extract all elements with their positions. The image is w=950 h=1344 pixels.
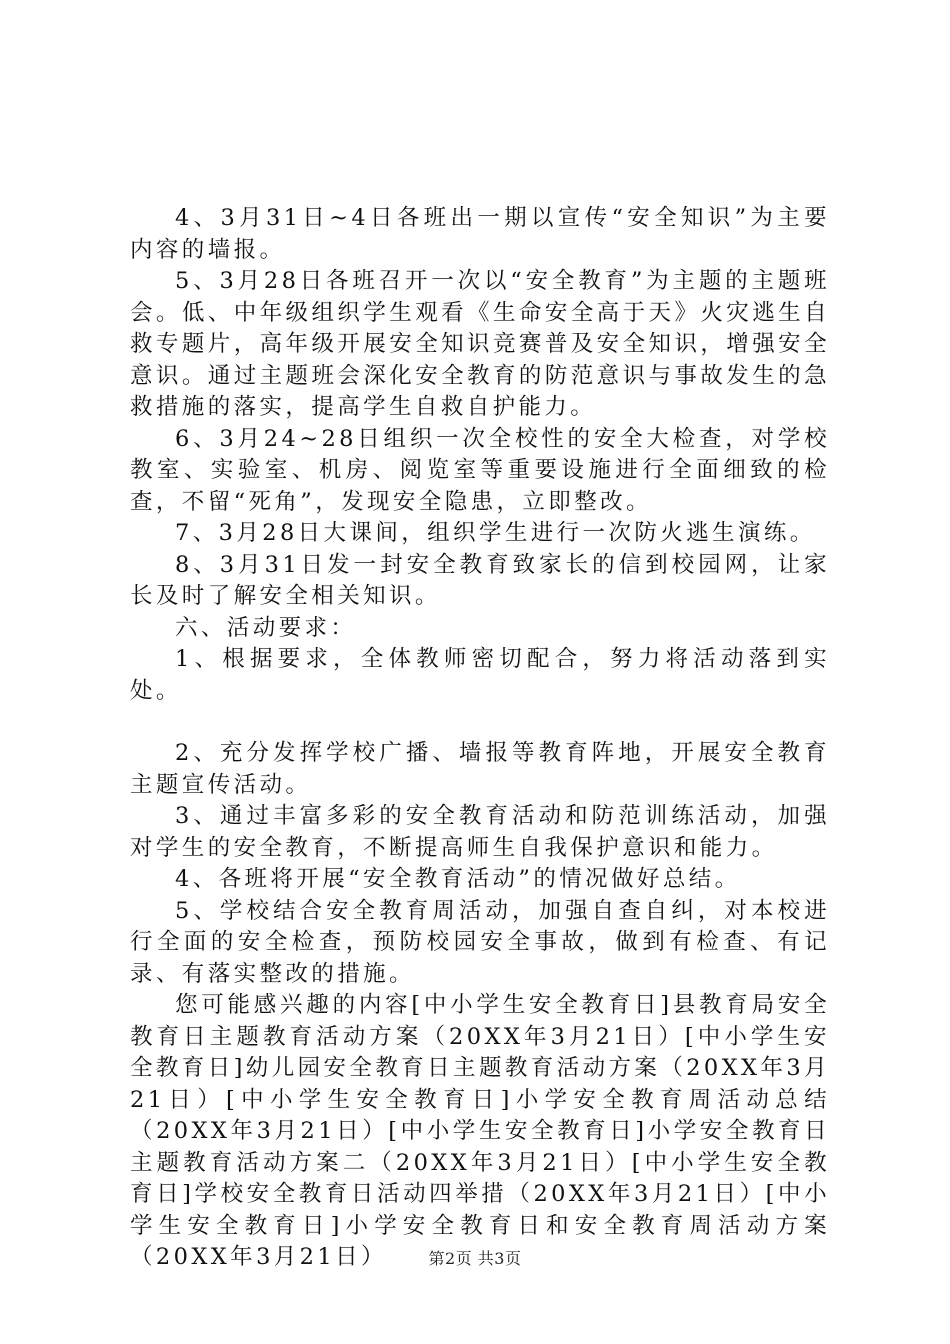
document-body	[130, 203, 830, 1274]
section-heading-activity-requirements: 六、活动要求：	[175, 614, 357, 641]
paragraph-item-5-class-meeting: 5、3月28日各班召开一次以“安全教育”为主题的主题班会。低、中年级组织学生观看《生命安全高于天》火灾逃生自救专题片，高年级开展安全知识竞赛普及安全知识，增强安全意识。通过主题班会深化安全教育的防范意识与事故发生的急救措施的落实，提高学生自救自护能力。	[130, 268, 830, 420]
requirement-3: 3、通过丰富多彩的安全教育活动和防范训练活动，加强对学生的安全教育，不断提高师生自我保护意识和能力。	[130, 803, 830, 861]
requirement-5: 5、学校结合安全教育周活动，加强自查自纠，对本校进行全面的安全检查，预防校园安全事故，做到有检查、有记录、有落实整改的措施。	[130, 897, 830, 987]
requirement-2: 2、充分发挥学校广播、墙报等教育阵地，开展安全教育主题宣传活动。	[130, 740, 830, 798]
requirement-1: 1、根据要求，全体教师密切配合，努力将活动落到实处。	[130, 646, 830, 704]
paragraph-item-6-safety-inspection: 6、3月24~28日组织一次全校性的安全大检查，对学校教室、实验室、机房、阅览室等重要设施进行全面细致的检查，不留“死角”，发现安全隐患，立即整改。	[130, 425, 830, 515]
paragraph-item-8-parent-letter: 8、3月31日发一封安全教育致家长的信到校园网，让家长及时了解安全相关知识。	[130, 551, 830, 609]
page-number-footer: 第2页 共3页	[428, 1249, 522, 1268]
related-content-paragraph: 您可能感兴趣的内容[中小学生安全教育日]县教育局安全教育日主题教育活动方案（20XX年3月21日）[中小学生安全教育日]幼儿园安全教育日主题教育活动方案（20XX年3月21日）[中小学生安全教育日]小学安全教育周活动总结（20XX年3月21日）[中小学生安全教育日]小学安全教育日主题教育活动方案二（20XX年3月21日）[中小学生安全教育日]学校安全教育日活动四举措（20XX年3月21日）[中小学生安全教育日]小学安全教育日和安全教育周活动方案（20XX年3月21日）	[130, 992, 830, 1270]
paragraph-item-7-fire-drill: 7、3月28日大课间，组织学生进行一次防火逃生演练。	[175, 520, 816, 546]
requirement-4: 4、各班将开展“安全教育活动”的情况做好总结。	[175, 866, 741, 892]
paragraph-item-4-wall-newspaper: 4、3月31日~4日各班出一期以宣传“安全知识”为主要内容的墙报。	[130, 205, 830, 263]
